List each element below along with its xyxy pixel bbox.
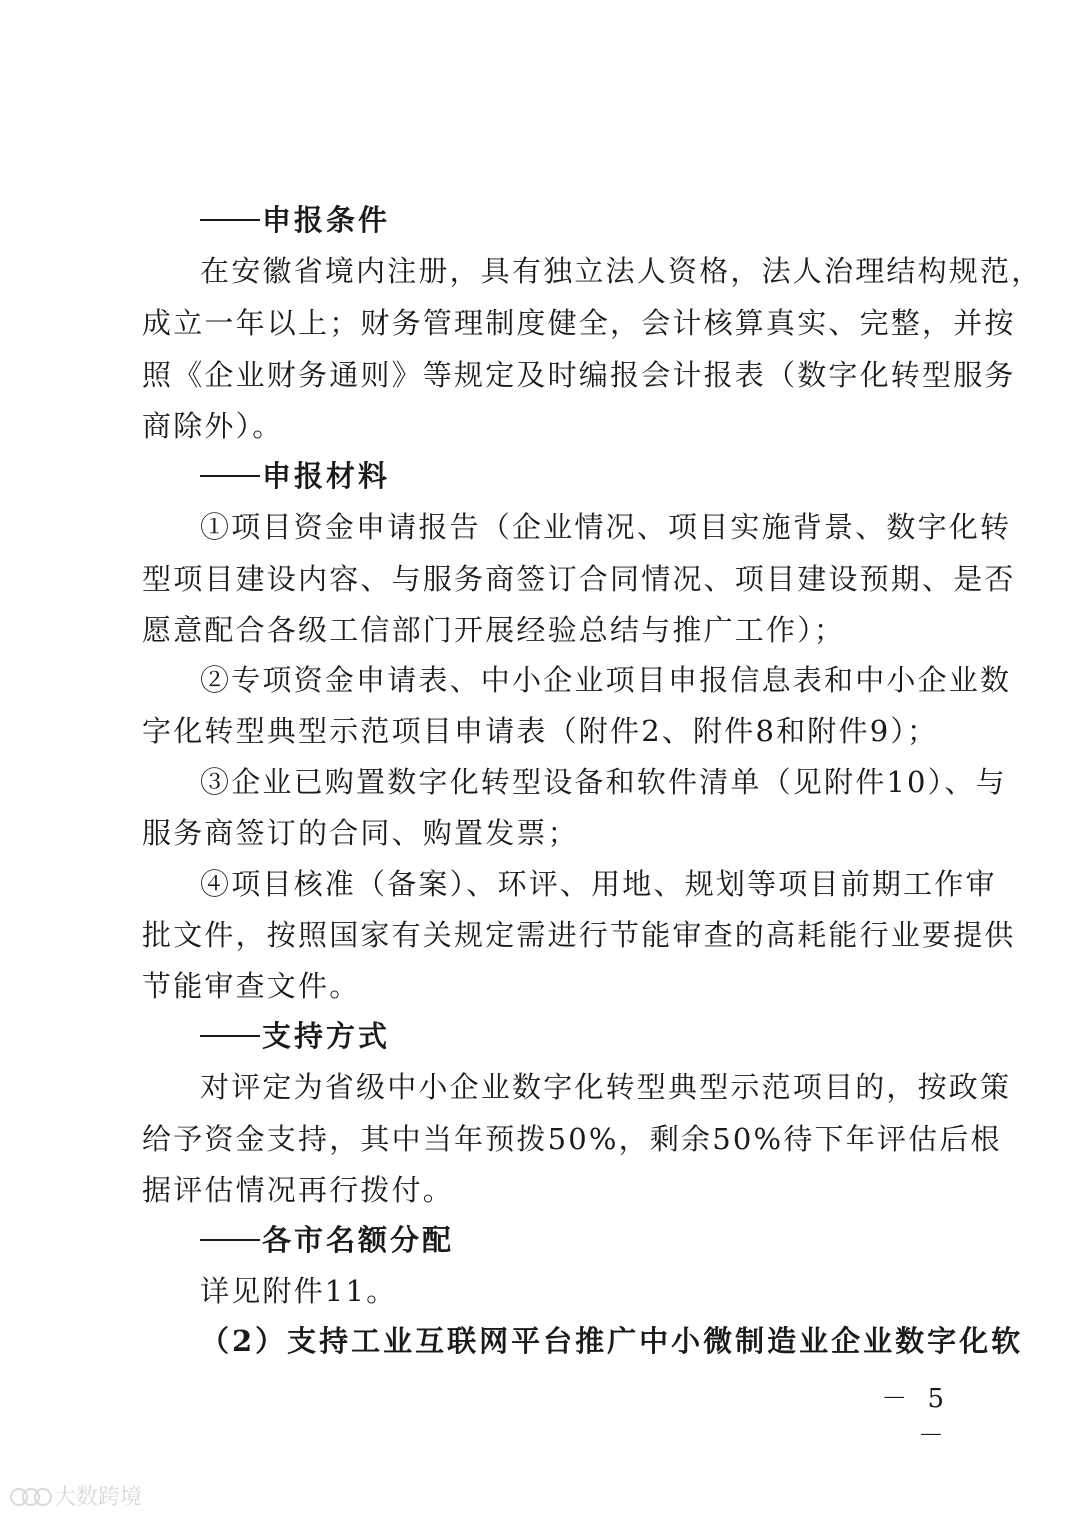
paragraph-line: 批文件，按照国家有关规定需进行节能审查的高耗能行业要提供 — [142, 918, 1016, 952]
paragraph-line: 据评估情况再行拨付。 — [142, 1173, 455, 1207]
paragraph-line: 对评定为省级中小企业数字化转型典型示范项目的，按政策 — [200, 1070, 1012, 1104]
paragraph-line: 型项目建设内容、与服务商签订合同情况、项目建设预期、是否 — [142, 562, 1016, 596]
dash-rule — [200, 475, 260, 477]
watermark-logo-icon — [10, 1484, 50, 1508]
section-heading-quota: 各市名额分配 — [200, 1220, 942, 1260]
dash-rule — [200, 1239, 260, 1241]
paragraph-line: ②专项资金申请表、中小企业项目申报信息表和中小企业数 — [200, 663, 1012, 697]
paragraph-line: 商除外）。 — [142, 409, 284, 443]
paragraph-line: 在安徽省境内注册，具有独立法人资格，法人治理结构规范， — [200, 254, 1043, 288]
paragraph-line: 愿意配合各级工信部门开展经验总结与推广工作）； — [142, 613, 846, 647]
paragraph-line: 服务商签订的合同、购置发票； — [142, 816, 579, 850]
paragraph-line: 详见附件11。 — [200, 1274, 398, 1308]
subsection-heading: （2）支持工业互联网平台推广中小微制造业企业数字化软 — [200, 1324, 1024, 1358]
dash-rule — [200, 1035, 260, 1037]
watermark-text: 大数跨境 — [54, 1485, 143, 1510]
paragraph-line: 节能审查文件。 — [142, 969, 361, 1003]
section-heading-conditions: 申报条件 — [200, 200, 942, 240]
paragraph-line: 字化转型典型示范项目申请表（附件2、附件8和附件9）； — [142, 714, 939, 748]
page-number: － 5 － — [881, 1384, 950, 1451]
paragraph-line: 给予资金支持，其中当年预拨50%，剩余50%待下年评估后根 — [142, 1122, 1002, 1156]
dash-rule — [200, 219, 260, 221]
section-heading-support: 支持方式 — [200, 1016, 942, 1056]
paragraph-line: ④项目核准（备案）、环评、用地、规划等项目前期工作审 — [200, 867, 997, 901]
paragraph-line: 成立一年以上；财务管理制度健全，会计核算真实、完整，并按 — [142, 306, 1016, 340]
section-heading-materials: 申报材料 — [200, 456, 942, 496]
paragraph-line: 照《企业财务通则》等规定及时编报会计报表（数字化转型服务 — [142, 358, 1016, 392]
watermark — [10, 1480, 142, 1511]
paragraph-line: ①项目资金申请报告（企业情况、项目实施背景、数字化转 — [200, 510, 1012, 544]
paragraph-line: ③企业已购置数字化转型设备和软件清单（见附件10）、与 — [200, 765, 1007, 799]
